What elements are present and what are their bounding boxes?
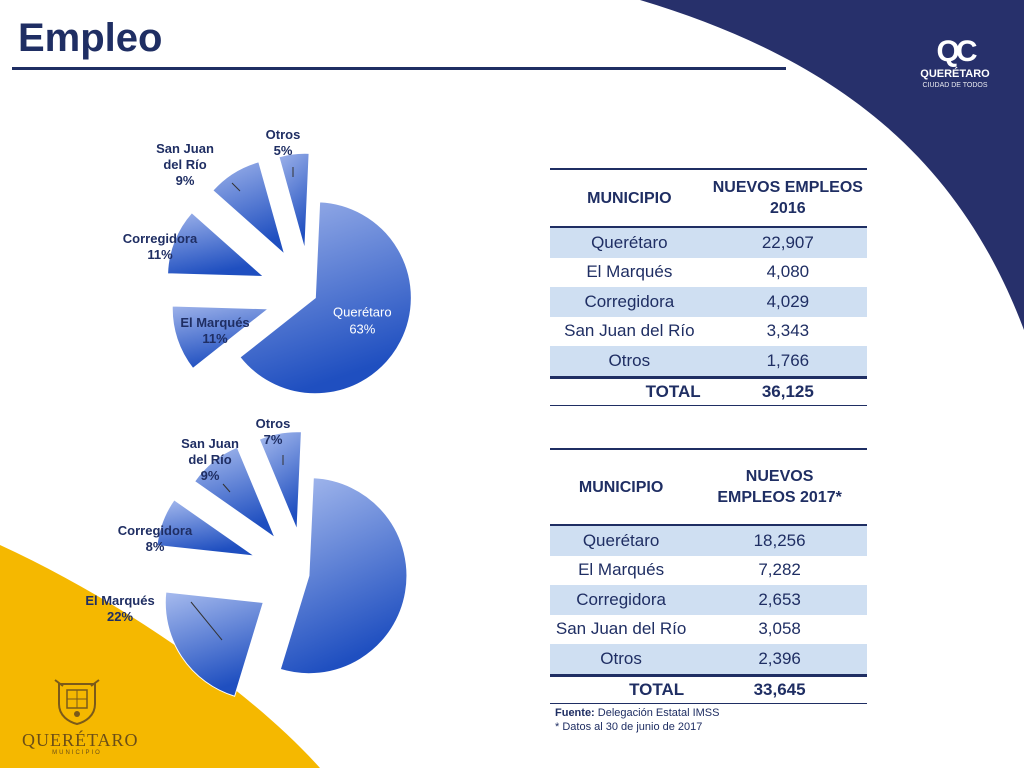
table-total-row (550, 675, 867, 703)
total-value: 36,125 (709, 377, 867, 405)
slice-value-corregidora: 8% (145, 539, 165, 554)
table-header-row (550, 449, 867, 525)
cell-municipio: Otros (550, 644, 692, 675)
slice-label-el-marques: El Marqués (85, 593, 155, 608)
table-row (550, 525, 867, 556)
slice-value-el-marques: 11% (202, 331, 228, 346)
table-row (550, 317, 867, 347)
header-nuevos-empleos: NUEVOS EMPLEOS 2016 (709, 169, 867, 227)
header-municipio: MUNICIPIO (550, 169, 709, 227)
slice-value-otros: 7% (263, 432, 283, 447)
slice-label-otros: Otros (255, 416, 291, 431)
data-date-note: * Datos al 30 de junio de 2017 (555, 721, 703, 733)
cell-empleos: 3,343 (709, 317, 867, 347)
slice-value-queretaro: 63% (349, 321, 376, 337)
table-row (550, 258, 867, 288)
crest-word: QUERÉTARO (22, 730, 139, 750)
municipio-crest-logo (22, 678, 139, 760)
source-line (555, 706, 719, 720)
table-row (550, 615, 867, 645)
cell-empleos: 3,058 (692, 615, 867, 645)
table-row (550, 585, 867, 615)
slice-label-corregidora: Corregidora (117, 523, 193, 538)
table-empleos-2017 (550, 448, 867, 704)
slice-label-corregidora: Corregidora (122, 231, 198, 246)
cell-empleos: 7,282 (692, 556, 867, 586)
slice-label-san-juan-del-rio: del Río (163, 157, 207, 172)
header-municipio: MUNICIPIO (550, 449, 692, 525)
source-label: Fuente: (555, 707, 595, 719)
slice-value-el-marques: 22% (106, 609, 134, 624)
table-total-row (550, 377, 867, 405)
pie-chart-2016 (100, 125, 430, 390)
slice-label-queretaro: Querétaro (333, 304, 392, 320)
pie-slice-queretaro (280, 478, 407, 674)
slice-label-otros: Otros (265, 127, 301, 142)
source-text: Delegación Estatal IMSS (597, 707, 720, 719)
logo-tagline: CIUDAD DE TODOS (922, 82, 988, 89)
cell-municipio: Querétaro (550, 525, 692, 556)
slice-label-el-marques: El Marqués (180, 315, 250, 330)
cell-municipio: Corregidora (550, 287, 709, 317)
table-row (550, 644, 867, 675)
queretaro-city-logo (905, 36, 1005, 108)
table-row (550, 556, 867, 586)
total-label: TOTAL (550, 377, 709, 405)
cell-empleos: 2,396 (692, 644, 867, 675)
pie-slice-otros (279, 153, 309, 249)
table-row (550, 287, 867, 317)
slice-value-otros: 5% (273, 143, 293, 158)
slice-value-corregidora: 11% (147, 247, 173, 262)
table-header-row (550, 169, 867, 227)
cell-municipio: El Marqués (550, 258, 709, 288)
header-nuevos-empleos: NUEVOS EMPLEOS 2017* (692, 449, 867, 525)
cell-municipio: El Marqués (550, 556, 692, 586)
cell-empleos: 4,029 (709, 287, 867, 317)
slice-value-san-juan-del-rio: 9% (200, 468, 220, 483)
qc-logo-mark: QC (936, 35, 974, 68)
cell-empleos: 2,653 (692, 585, 867, 615)
crest-shield-icon (49, 678, 105, 726)
page-title: Empleo (18, 16, 163, 60)
crest-subtitle: MUNICIPIO (52, 750, 102, 756)
table-row (550, 346, 867, 377)
cell-empleos: 1,766 (709, 346, 867, 377)
source-note (555, 706, 719, 734)
cell-empleos: 22,907 (709, 227, 867, 258)
cell-municipio: San Juan del Río (550, 615, 692, 645)
total-value: 33,645 (692, 675, 867, 703)
table-empleos-2016 (550, 168, 867, 406)
slice-label-san-juan-del-rio: del Río (188, 452, 232, 467)
cell-empleos: 4,080 (709, 258, 867, 288)
cell-municipio: San Juan del Río (550, 317, 709, 347)
slice-label-san-juan-del-rio: San Juan (181, 436, 239, 451)
title-underline (12, 67, 786, 70)
cell-municipio: Corregidora (550, 585, 692, 615)
logo-name: QUERÉTARO (920, 68, 990, 80)
slice-value-san-juan-del-rio: 9% (175, 173, 195, 188)
cell-municipio: Otros (550, 346, 709, 377)
total-label: TOTAL (550, 675, 692, 703)
slice-label-san-juan-del-rio: San Juan (156, 141, 214, 156)
cell-municipio: Querétaro (550, 227, 709, 258)
cell-empleos: 18,256 (692, 525, 867, 556)
pie-chart-2017 (85, 410, 425, 675)
table-row (550, 227, 867, 258)
